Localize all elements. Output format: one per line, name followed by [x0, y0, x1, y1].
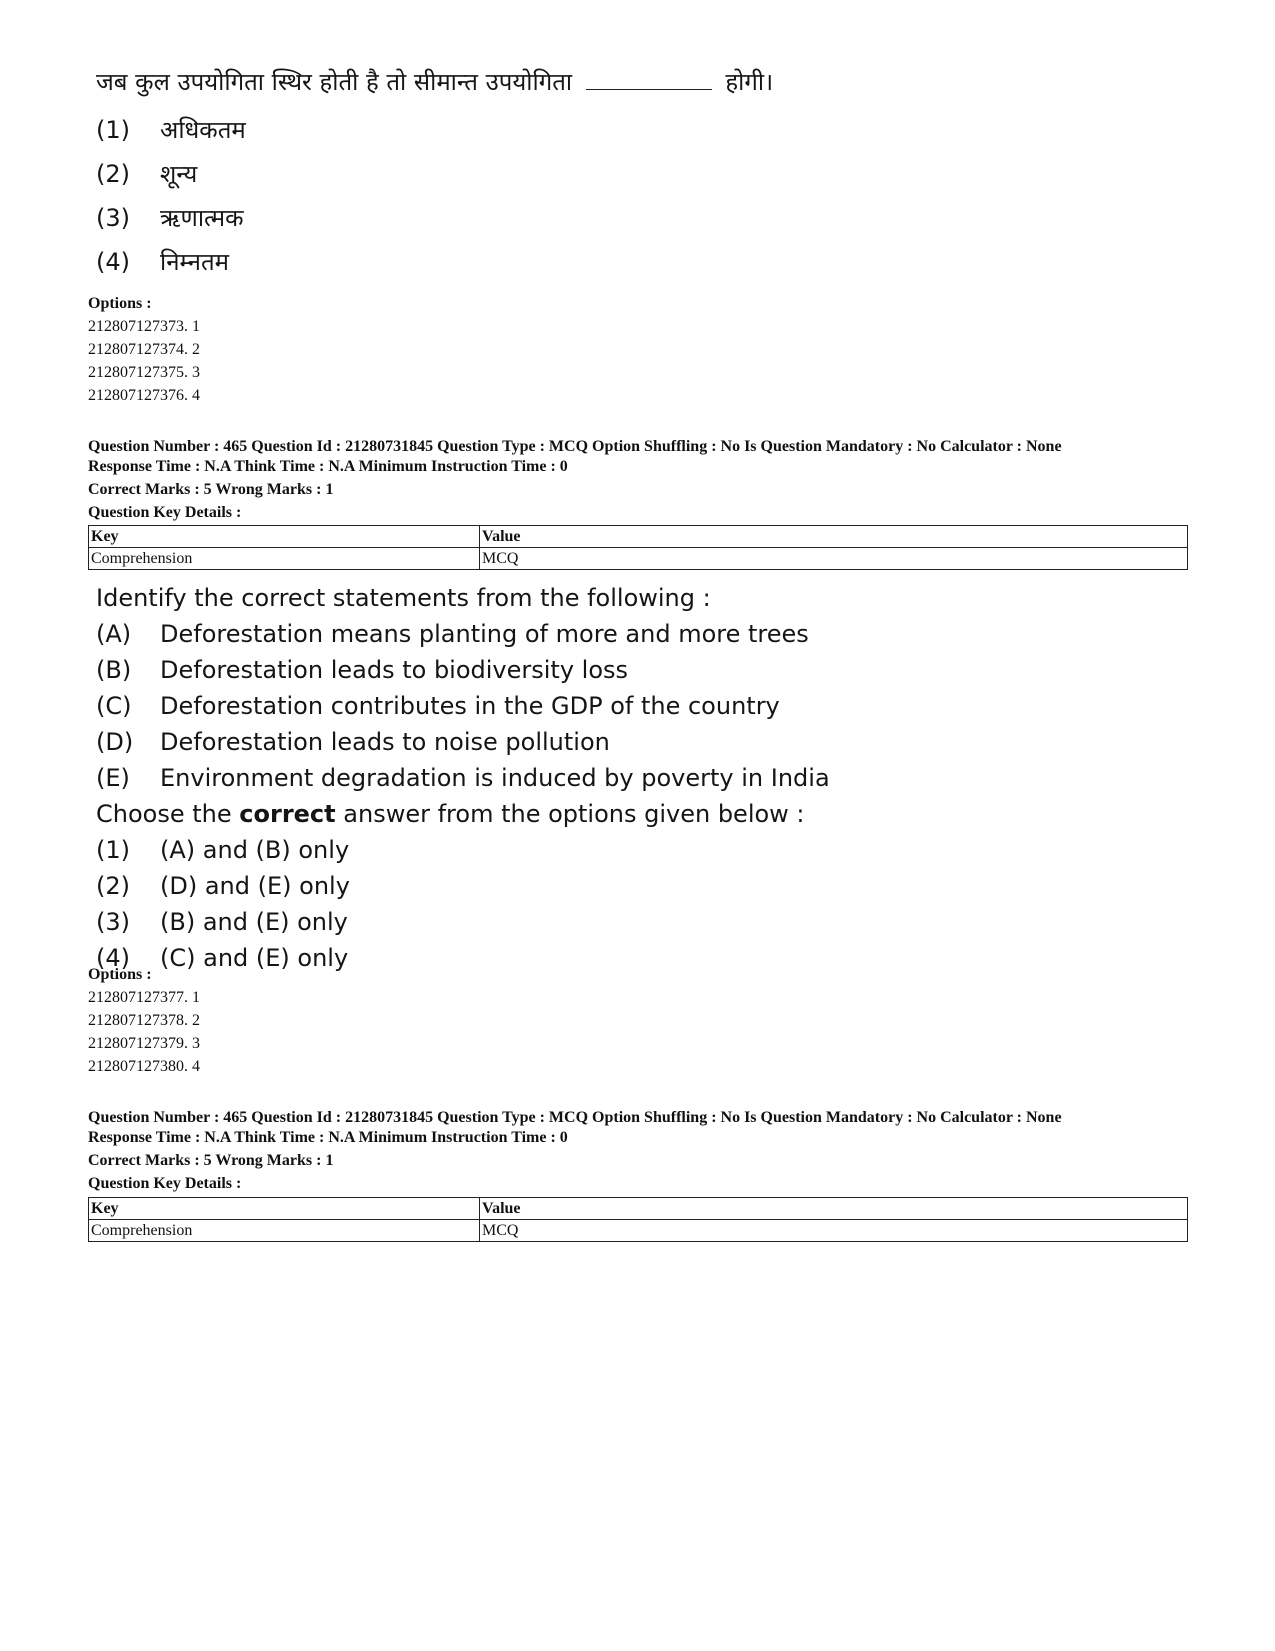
q2-choice-text: (B) and (E) only — [160, 908, 348, 936]
question-1-stem-after: होगी। — [725, 68, 774, 96]
q1-choice-text: अधिकतम — [160, 116, 246, 144]
question-info-1 — [88, 437, 1198, 523]
response-time-line: Response Time : N.A Think Time : N.A Minimum Instruction Time : 0 — [88, 1129, 568, 1146]
option-id: 212807127378. 2 — [88, 1012, 200, 1029]
marks-line: Correct Marks : 5 Wrong Marks : 1 — [88, 481, 334, 498]
statement — [96, 760, 830, 796]
statement — [96, 688, 830, 724]
question-header-line: Question Number : 465 Question Id : 21280731845 Question Type : MCQ Option Shuffling : No Is Question Mandatory : No Calculator : None — [88, 1109, 1062, 1126]
question-1-options — [88, 292, 200, 407]
statement-text: Deforestation means planting of more and more trees — [160, 620, 809, 648]
question-2-stem: Identify the correct statements from the following : — [96, 584, 711, 612]
response-time-line: Response Time : N.A Think Time : N.A Minimum Instruction Time : 0 — [88, 458, 568, 475]
question-2-options — [88, 963, 200, 1078]
answer-blank — [586, 65, 712, 90]
q1-choice-text: निम्नतम — [160, 248, 229, 276]
question-header-line: Question Number : 465 Question Id : 21280731845 Question Type : MCQ Option Shuffling : No Is Question Mandatory : No Calculator : None — [88, 438, 1062, 455]
question-1-block — [96, 64, 773, 284]
key-details-label: Question Key Details : — [88, 1175, 242, 1192]
statement-label: (E) — [96, 764, 130, 792]
value-header: Value — [480, 526, 1188, 548]
key-cell: Comprehension — [89, 548, 480, 570]
value-cell: MCQ — [480, 1220, 1188, 1242]
q2-choice-number: (4) — [96, 944, 130, 972]
statement-label: (A) — [96, 620, 132, 648]
option-id: 212807127373. 1 — [88, 318, 200, 335]
option-id: 212807127377. 1 — [88, 989, 200, 1006]
statement-text: Environment degradation is induced by poverty in India — [160, 764, 830, 792]
option-id: 212807127375. 3 — [88, 364, 200, 381]
q2-choice — [96, 904, 830, 940]
statement — [96, 724, 830, 760]
key-details-label: Question Key Details : — [88, 504, 242, 521]
choose-bold: correct — [239, 800, 336, 828]
q1-choice-text: शून्य — [160, 160, 198, 188]
question-1-stem — [96, 64, 773, 100]
options-label: Options : — [88, 966, 152, 983]
option-id: 212807127379. 3 — [88, 1035, 200, 1052]
q2-choice-number: (3) — [96, 908, 130, 936]
statement-text: Deforestation contributes in the GDP of the country — [160, 692, 780, 720]
statement-text: Deforestation leads to noise pollution — [160, 728, 610, 756]
question-key-table — [88, 1197, 1188, 1242]
table-row — [89, 1220, 1188, 1242]
statement-text: Deforestation leads to biodiversity loss — [160, 656, 629, 684]
key-header: Key — [89, 1198, 480, 1220]
table-row — [89, 548, 1188, 570]
q1-choice — [96, 152, 773, 196]
key-cell: Comprehension — [89, 1220, 480, 1242]
value-header: Value — [480, 1198, 1188, 1220]
q2-choice-text: (C) and (E) only — [160, 944, 349, 972]
value-cell: MCQ — [480, 548, 1188, 570]
statement-label: (D) — [96, 728, 134, 756]
q1-choice-number: (2) — [96, 160, 130, 188]
choose-pre: Choose the — [96, 800, 232, 828]
table-header-row — [89, 1198, 1188, 1220]
statement — [96, 616, 830, 652]
q1-choice — [96, 240, 773, 284]
key-header: Key — [89, 526, 480, 548]
statement-label: (B) — [96, 656, 132, 684]
question-info-2 — [88, 1108, 1198, 1194]
q2-choice — [96, 940, 830, 976]
q2-choice-number: (1) — [96, 836, 130, 864]
q1-choice-text: ऋणात्मक — [160, 204, 244, 232]
option-id: 212807127376. 4 — [88, 387, 200, 404]
options-label: Options : — [88, 295, 152, 312]
choose-post: answer from the options given below : — [343, 800, 805, 828]
choose-instruction — [96, 796, 830, 832]
option-id: 212807127374. 2 — [88, 341, 200, 358]
table-header-row — [89, 526, 1188, 548]
question-2-block — [96, 580, 830, 976]
statement — [96, 652, 830, 688]
q2-choice — [96, 868, 830, 904]
q2-choice-text: (A) and (B) only — [160, 836, 350, 864]
q1-choice-number: (1) — [96, 116, 130, 144]
q1-choice — [96, 108, 773, 152]
q1-choice-number: (3) — [96, 204, 130, 232]
question-1-stem-before: जब कुल उपयोगिता स्थिर होती है तो सीमान्त उपयोगिता — [96, 68, 573, 96]
q2-choice — [96, 832, 830, 868]
q1-choice — [96, 196, 773, 240]
marks-line: Correct Marks : 5 Wrong Marks : 1 — [88, 1152, 334, 1169]
q1-choice-number: (4) — [96, 248, 130, 276]
q2-choice-number: (2) — [96, 872, 130, 900]
q2-choice-text: (D) and (E) only — [160, 872, 350, 900]
statement-label: (C) — [96, 692, 132, 720]
question-key-table — [88, 525, 1188, 570]
option-id: 212807127380. 4 — [88, 1058, 200, 1075]
